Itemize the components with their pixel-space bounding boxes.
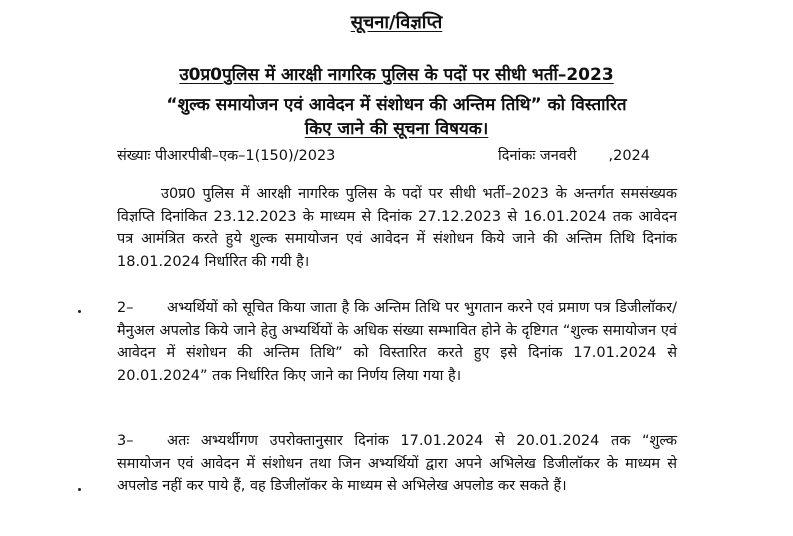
paragraph-2-number: 2– (117, 300, 134, 316)
recruitment-title: उ0प्र0पुलिस में आरक्षी नागरिक पुलिस के पदों पर सीधी भर्ती–2023 (179, 65, 614, 85)
notice-heading: सूचना/विज्ञप्ति (350, 12, 443, 33)
scan-speck (78, 488, 81, 491)
subject-line-2: किए जाने की सूचना विषयक। (304, 119, 489, 139)
paragraph-2-text: अभ्यर्थियों को सूचित किया जाता है कि अन्तिम तिथि पर भुगतान करने एवं प्रमाण पत्र डिजीलॉकर/मैनुअल अपलोड किये जाने हेतु अभ्यर्थियों के अधिक संख्या सम्भावित होने के दृष्टिगत “शुल्क समायोजन एवं आवेदन में संशोधन की अन्तिम तिथि” को विस्तारित करते हुए इसे दिनांक 17.01.2024 से 20.01.2024” तक निर्धारित किए जाने का निर्णय लिया गया है। (117, 300, 677, 384)
scan-speck (78, 310, 81, 313)
paragraph-3-number: 3– (117, 433, 134, 449)
reference-number: संख्याः पीआरपीबी–एक–1(150)/2023 (117, 148, 336, 164)
reference-date (498, 145, 650, 165)
subject-line-1: “शुल्क समायोजन एवं आवेदन में संशोधन की अन्तिम तिथि” को विस्तारित (166, 95, 627, 115)
paragraph-3 (117, 430, 677, 498)
paragraph-2 (117, 297, 677, 387)
paragraph-1-text: उ0प्र0 पुलिस में आरक्षी नागरिक पुलिस के पदों पर सीधी भर्ती–2023 के अन्तर्गत समसंख्यक विज्ञप्ति दिनांकित 23.12.2023 के माध्यम से दिनांक 27.12.2023 से 16.01.2024 तक आवेदन पत्र आमंत्रित करते हुये शुल्क समायोजन एवं आवेदन में संशोधन किये जाने की अन्तिम तिथि दिनांक 18.01.2024 निर्धारित की गयी है। (117, 186, 677, 270)
date-year: ,2024 (608, 148, 651, 164)
date-label: दिनांकः जनवरी (498, 148, 577, 164)
paragraph-3-text: अतः अभ्यर्थीगण उपरोक्तानुसार दिनांक 17.01.2024 से 20.01.2024 तक “शुल्क समायोजन एवं आवेदन में संशोधन तथा जिन अभ्यर्थियों द्वारा अपने अभिलेख डिजीलॉकर के माध्यम से अपलोड नहीं कर पाये हैं, वह डिजीलॉकर के माध्यम से अभिलेख अपलोड कर सकते हैं। (117, 433, 677, 494)
paragraph-1 (117, 183, 677, 273)
